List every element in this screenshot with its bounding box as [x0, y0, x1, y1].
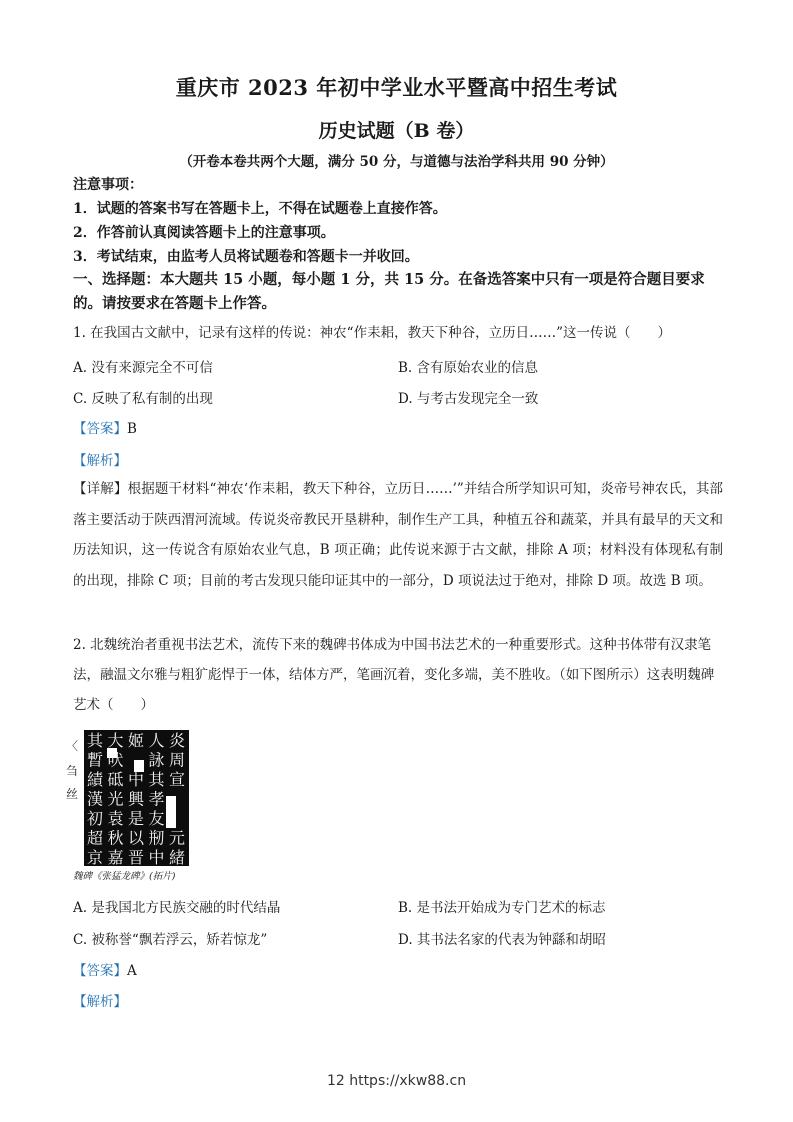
- q1-option-a: A. 没有来源完全不可信: [73, 360, 213, 376]
- q2-option-a: A. 是我国北方民族交融的时代结晶: [73, 900, 281, 916]
- q2-option-b: B. 是书法开始成为专门艺术的标志: [398, 900, 606, 916]
- rubbing-character: 漢: [87, 789, 104, 809]
- rubbing-character: 中: [148, 848, 165, 867]
- q1-detail: [73, 474, 723, 596]
- exam-title: 重庆市 2023 年初中学业水平暨高中招生考试: [175, 75, 618, 100]
- rubbing-edge-mark: 〈: [66, 739, 79, 753]
- answer-value: A: [127, 963, 137, 979]
- rubbing-character: 其: [148, 770, 165, 789]
- question-1-stem: 1. 在我国古文献中，记录有这样的传说：神农“作耒耜，教天下种谷，立历日……”这一传说（ ）: [73, 325, 671, 341]
- rubbing-character: 詠: [148, 750, 165, 770]
- rubbing-character: 其: [87, 731, 104, 750]
- note-item: 3．考试结束，由监考人员将试题卷和答题卡一并收回。: [73, 249, 419, 265]
- rubbing-character: 中: [128, 770, 145, 789]
- analysis-label: 【解析】: [73, 453, 127, 469]
- rubbing-character: 剏: [148, 828, 165, 848]
- image-caption: 魏碑《张猛龙碑》(拓片): [73, 871, 176, 882]
- rubbing-character: 姬: [128, 731, 145, 750]
- rubbing-character: 秋: [107, 828, 124, 848]
- analysis-label: 【解析】: [73, 994, 127, 1010]
- page-footer: 12 https://xkw88.cn: [326, 1073, 467, 1089]
- rubbing-character: 是: [128, 809, 145, 828]
- rubbing-character: 吠: [107, 750, 124, 770]
- rubbing-character: 以: [128, 828, 145, 848]
- rubbing-character: 嘉: [107, 848, 124, 867]
- note-item: 1．试题的答案书写在答题卡上，不得在试题卷上直接作答。: [73, 201, 447, 217]
- exam-subtitle: 历史试题（B 卷）: [318, 120, 475, 142]
- rubbing-character: 元: [169, 828, 186, 848]
- rubbing-character: 超: [87, 828, 104, 848]
- notes-heading: 注意事项：: [73, 177, 143, 193]
- rubbing-character: 炎: [169, 731, 186, 750]
- detail-label: 【详解】: [73, 481, 128, 497]
- rubbing-edge-mark: 丝: [66, 787, 79, 801]
- answer-label: 【答案】: [73, 963, 127, 979]
- exam-instructions: （开卷本卷共两个大题，满分 50 分，与道德与法治学科共用 90 分钟）: [179, 154, 614, 170]
- rubbing-character: 人: [148, 731, 165, 750]
- answer-value: B: [127, 421, 137, 437]
- note-item: 2．作答前认真阅读答题卡上的注意事项。: [73, 225, 335, 241]
- rubbing-character: 晋: [128, 848, 145, 867]
- section-heading: 一、选择题：本大题共 15 小题，每小题 1 分，共 15 分。在备选答案中只有一项是符合题目要求的。请按要求在答题卡上作答。: [73, 271, 705, 312]
- rubbing-character: 大: [107, 731, 124, 750]
- q1-answer: [73, 417, 137, 437]
- q2-option-d: D. 其书法名家的代表为钟繇和胡昭: [398, 932, 606, 948]
- rubbing-svg: [62, 730, 192, 870]
- rubbing-character: 砥: [107, 770, 124, 789]
- rubbing-character: 暫: [87, 750, 104, 770]
- q2-analysis: [73, 990, 127, 1010]
- rubbing-character: 宣: [169, 770, 186, 789]
- rubbing-character: 袁: [107, 809, 124, 828]
- rubbing-character: 興: [128, 789, 145, 809]
- rubbing-character: 緒: [169, 848, 186, 867]
- rubbing-character: 京: [87, 848, 104, 867]
- q2-option-c: C. 被称誉“飘若浮云，矫若惊龙”: [73, 932, 268, 948]
- rubbing-character: 光: [107, 789, 124, 809]
- stele-rubbing-image: [62, 730, 192, 870]
- question-2-stem: 2. 北魏统治者重视书法艺术，流传下来的魏碑书体成为中国书法艺术的一种重要形式。这种书体带有汉隶笔法，融温文尔雅与粗犷彪悍于一体，结体方严，笔画沉着，变化多端，美不胜收。（如下图所示）这表明魏碑艺术（ ）: [73, 637, 715, 713]
- q1-option-d: D. 与考古发现完全一致: [398, 391, 539, 407]
- q1-analysis: [73, 449, 127, 469]
- answer-label: 【答案】: [73, 421, 127, 437]
- rubbing-character: 孝: [148, 789, 165, 809]
- rubbing-damage: [166, 796, 176, 828]
- rubbing-character: 績: [87, 770, 104, 789]
- detail-text: 根据题干材料“神农‘作耒耜，教天下种谷，立历日……’”并结合所学知识可知，炎帝号神农氏，其部落主要活动于陕西渭河流域。传说炎帝教民开垦耕种，制作生产工具，种植五谷和蔬菜，并具有最早的天文和历法知识，这一传说含有原始农业气息，B 项正确；此传说来源于古文献，排除 A 项；材料没有体现私有制的出现，排除 C 项；目前的考古发现只能印证其中的一部分，D 项说法过于绝对，排除 D 项。故选 B 项。: [73, 481, 723, 589]
- q1-option-b: B. 含有原始农业的信息: [398, 360, 539, 376]
- q2-answer: [73, 959, 137, 979]
- rubbing-character: 友: [148, 809, 165, 828]
- rubbing-character: 初: [87, 809, 104, 828]
- rubbing-character: 周: [169, 750, 186, 770]
- rubbing-edge-mark: 刍: [66, 764, 79, 778]
- q1-option-c: C. 反映了私有制的出现: [73, 391, 213, 407]
